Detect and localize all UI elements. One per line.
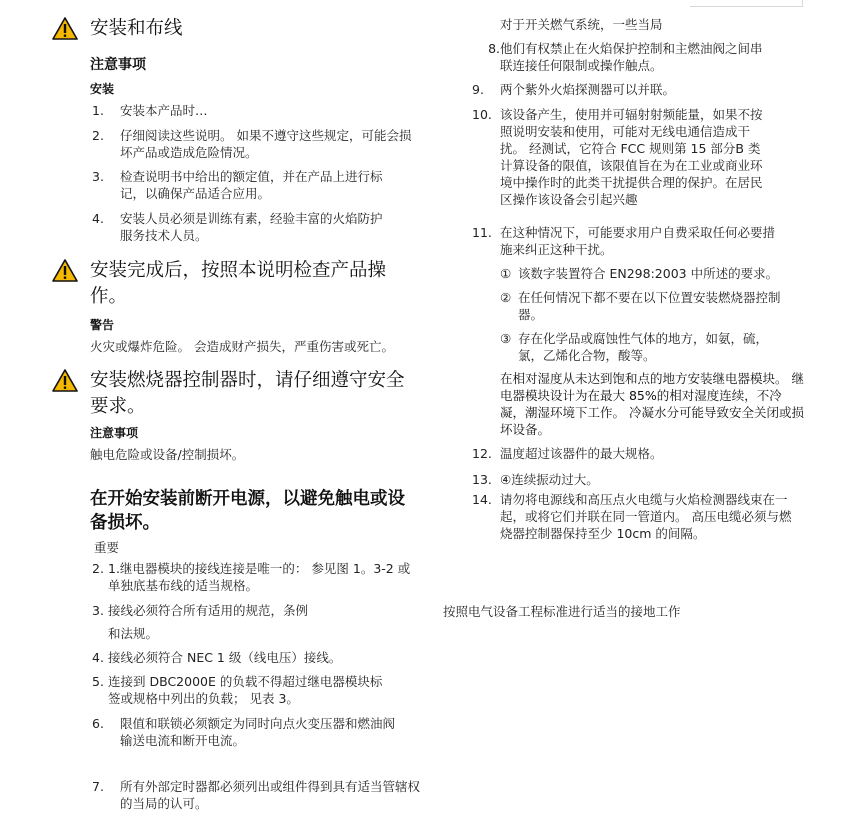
- list-item: [92, 673, 392, 707]
- circled-number: ③: [500, 331, 512, 346]
- item-number: 13.: [472, 472, 492, 487]
- install-subheading: 安装: [90, 82, 115, 96]
- item-text: 限值和联锁必须额定为同时向点火变压器和燃油阀输送电流和断开电流。: [120, 716, 396, 748]
- heading-after-install: [52, 258, 412, 310]
- warning-text: 火灾或爆炸危险。 会造成财产损失，严重伤害或死亡。: [90, 339, 394, 354]
- heading-text: 安装完成后，按照本说明检查产品操作。: [90, 260, 387, 307]
- item-number: 6.: [92, 716, 104, 731]
- item-number: 4.: [92, 211, 104, 226]
- disconnect-power-heading: 在开始安装前断开电源，以避免触电或设备损坏。: [90, 489, 405, 533]
- item-number: 8.: [488, 41, 500, 56]
- item-text: 接线必须符合所有适用的规范，条例: [108, 603, 309, 618]
- item-number: 1.: [92, 103, 104, 118]
- caution-subheading: 注意事项: [90, 57, 146, 73]
- list-item: [92, 127, 422, 161]
- circled-number: ②: [500, 290, 512, 305]
- item-text: 他们有权禁止在火焰保护控制和主燃油阀之间串联连接任何限制或操作触点。: [500, 41, 763, 73]
- caution-text: 触电危险或设备/控制损坏。: [90, 447, 245, 462]
- list-item: [472, 491, 797, 542]
- item-text: 在这种情况下，可能要求用户自费采取任何必要措施来纠正这种干扰。: [500, 225, 776, 257]
- warning-triangle-icon: [52, 259, 78, 282]
- item-text: 1.继电器模块的接线连接是唯一的： 参见图 1。3-2 或单独底基布线的适当规格。: [108, 561, 411, 593]
- item-number: 10.: [472, 107, 492, 122]
- grounding-note: 按照电气设备工程标准进行适当的接地工作: [443, 604, 681, 619]
- item-number: 7.: [92, 779, 104, 794]
- important-label: 重要: [94, 540, 120, 555]
- humidity-note: 在相对湿度从未达到饱和点的地方安装继电器模块。 继电器模块设计为在最大 85%的相对湿度连续，不冷凝，潮湿环境下工作。 冷凝水分可能导致安全关闭或损坏设备。: [500, 371, 804, 437]
- item-text: 该设备产生，使用并可辐射射频能量，如果不按照说明安装和使用，可能对无线电通信造成干扰。 经测试，它符合 FCC 规则第 15 部分B 类计算设备的限值，该限值旨在为在工业或商业环境中操作时的此类干扰提供合理的保护。在居民区操作该设备会引起兴趣: [500, 107, 763, 207]
- sub-item-text: 该数字装置符合 EN298:2003 中所述的要求。: [518, 266, 779, 281]
- continued-text: 对于开关燃气系统，一些当局: [500, 17, 663, 32]
- list-item: [472, 471, 792, 488]
- heading-text: 安装和布线: [90, 18, 183, 39]
- list-item: [92, 602, 412, 619]
- sub-list-item: [500, 330, 790, 364]
- warning-label: 警告: [90, 318, 115, 332]
- item-text: 温度超过该器件的最大规格。: [500, 446, 663, 461]
- item-number: 2.: [92, 561, 104, 576]
- sub-item-text: 存在化学品或腐蚀性气体的地方，如氨，硫，氯，乙烯化合物，酸等。: [518, 331, 769, 363]
- item-number: 9.: [472, 82, 484, 97]
- sub-list-item: [500, 265, 805, 282]
- item-text: 安装人员必须是训练有素，经验丰富的火焰防护服务技术人员。: [120, 211, 383, 243]
- warning-triangle-icon: [52, 17, 78, 40]
- list-item: [472, 445, 792, 462]
- item-number: 2.: [92, 128, 104, 143]
- top-edge-line: [690, 0, 803, 7]
- item-text: 仔细阅读这些说明。 如果不遵守这些规定，可能会损坏产品或造成危险情况。: [120, 128, 412, 160]
- item-text: 和法规。: [108, 626, 159, 641]
- list-item: [92, 560, 412, 594]
- list-item-continuation: [108, 625, 408, 642]
- item-number: 12.: [472, 446, 492, 461]
- list-item: [92, 168, 407, 202]
- list-item: [472, 81, 772, 98]
- item-text: 安装本产品时…: [120, 103, 208, 118]
- heading-text: 安装燃烧器控制器时，请仔细遵守安全要求。: [90, 370, 405, 417]
- item-text: 连接到 DBC2000E 的负载不得超过继电器模块标签或规格中列出的负载； 见表 3。: [108, 674, 383, 706]
- list-item: [472, 224, 787, 258]
- list-item: [92, 210, 392, 244]
- item-text: ④连续振动过大。: [500, 472, 599, 487]
- sub-item-text: 在任何情况下都不要在以下位置安装燃烧器控制器。: [518, 290, 781, 322]
- item-number: 3.: [92, 169, 104, 184]
- caution-label: 注意事项: [90, 426, 139, 440]
- item-number: 14.: [472, 492, 492, 507]
- item-text: 接线必须符合 NEC 1 级（线电压）接线。: [108, 650, 342, 665]
- list-item: [472, 40, 772, 74]
- item-text: 请勿将电源线和高压点火电缆与火焰检测器线束在一起，或将它们并联在同一管道内。 高压电缆必须与燃烧器控制器保持至少 10cm 的间隔。: [500, 492, 792, 541]
- list-item: [92, 649, 422, 666]
- heading-burner-safety: [52, 368, 412, 420]
- heading-install-wiring: [52, 16, 183, 42]
- list-item: [472, 106, 772, 208]
- list-item: [92, 102, 422, 119]
- sub-list-item: [500, 289, 800, 323]
- list-item: [92, 778, 422, 812]
- item-number: 4.: [92, 650, 104, 665]
- list-item: [92, 715, 407, 749]
- item-text: 所有外部定时器都必须列出或组件得到具有适当管辖权的当局的认可。: [120, 779, 421, 811]
- item-text: 检查说明书中给出的额定值，并在产品上进行标记，以确保产品适合应用。: [120, 169, 383, 201]
- item-text: 两个紫外火焰探测器可以并联。: [500, 82, 676, 97]
- item-number: 11.: [472, 225, 492, 240]
- item-number: 5.: [92, 674, 104, 689]
- warning-triangle-icon: [52, 369, 78, 392]
- circled-number: ①: [500, 266, 512, 281]
- item-number: 3.: [92, 603, 104, 618]
